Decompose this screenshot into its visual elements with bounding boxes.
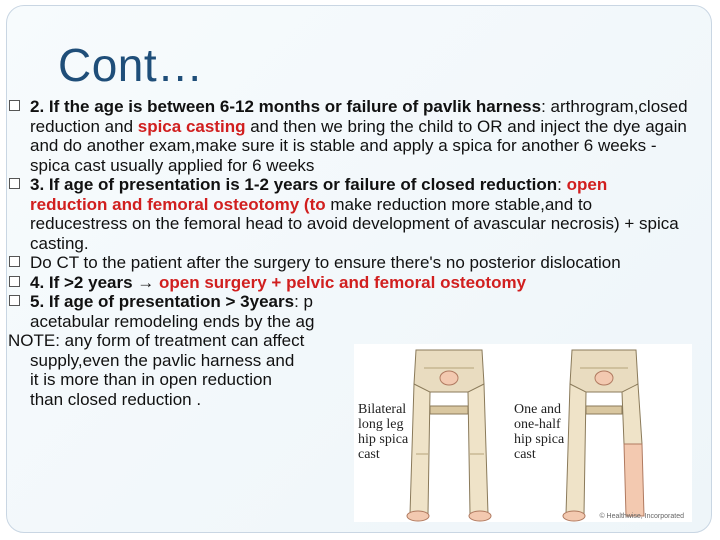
spica-cast-illustration bbox=[354, 344, 692, 522]
p2-highlight: open reduction and femoral osteotomy (to bbox=[30, 175, 608, 214]
note-text-4: than closed reduction . bbox=[30, 389, 202, 409]
note-text-2: supply,even the pavlic harness and bbox=[30, 350, 295, 370]
figure-label-bilateral: Bilateral long leg hip spica cast bbox=[358, 402, 409, 462]
p5-text-1: : p bbox=[294, 292, 313, 311]
p1-text-2: and then we bring the child to OR and inject the dye again and do another exam,make sure it is stable and apply a spica for another 6 weeks - spica cast usually applied for 6 weeks bbox=[30, 116, 687, 175]
p4-lead: 4. If >2 years bbox=[30, 272, 133, 292]
bullet-paragraph-2 bbox=[8, 175, 688, 253]
square-bullet-icon bbox=[9, 100, 20, 111]
note-text: NOTE: any form of treatment can affect bbox=[8, 331, 305, 350]
p5-lead: 5. If age of presentation > 3years bbox=[30, 292, 295, 311]
square-bullet-icon bbox=[9, 178, 20, 189]
p2-text-2: make reduction more stable,and to reducestress on the femoral head to avoid development of avascular necrosis) + spica casting. bbox=[30, 194, 679, 253]
p2-lead: 3. If age of presentation is 1-2 years or failure of closed reduction bbox=[30, 175, 558, 194]
note-text-3: it is more than in open reduction bbox=[30, 370, 272, 389]
bullet-paragraph-3 bbox=[8, 253, 688, 273]
square-bullet-icon bbox=[9, 295, 20, 306]
bullet-paragraph-4 bbox=[8, 273, 688, 293]
p1-lead: 2. If the age is between 6-12 months or failure of pavlik harness bbox=[30, 97, 542, 116]
p4-highlight: open surgery + pelvic and femoral osteotomy bbox=[159, 272, 527, 292]
p5-text-2: acetabular remodeling ends by the ag bbox=[30, 311, 315, 331]
arrow-glyph: → bbox=[132, 272, 160, 292]
slide-title: Cont… bbox=[58, 39, 204, 91]
p1-text-1: : arthrogram,closed reduction and bbox=[30, 97, 688, 136]
p3-text: Do CT to the patient after the surgery to ensure there's no posterior dislocation bbox=[30, 253, 621, 272]
square-bullet-icon bbox=[9, 256, 20, 267]
bilateral-cast-figure bbox=[407, 350, 491, 521]
figure-label-one-half: One and one-half hip spica cast bbox=[514, 402, 565, 462]
bullet-paragraph-5 bbox=[8, 292, 688, 331]
bullet-paragraph-1 bbox=[8, 97, 688, 175]
square-bullet-icon bbox=[9, 276, 20, 287]
p1-highlight: spica casting bbox=[137, 116, 246, 136]
one-and-half-cast-figure bbox=[563, 350, 644, 521]
image-credit: © Healthwise, Incorporated bbox=[599, 513, 684, 520]
p2-text-1: : bbox=[557, 175, 567, 194]
